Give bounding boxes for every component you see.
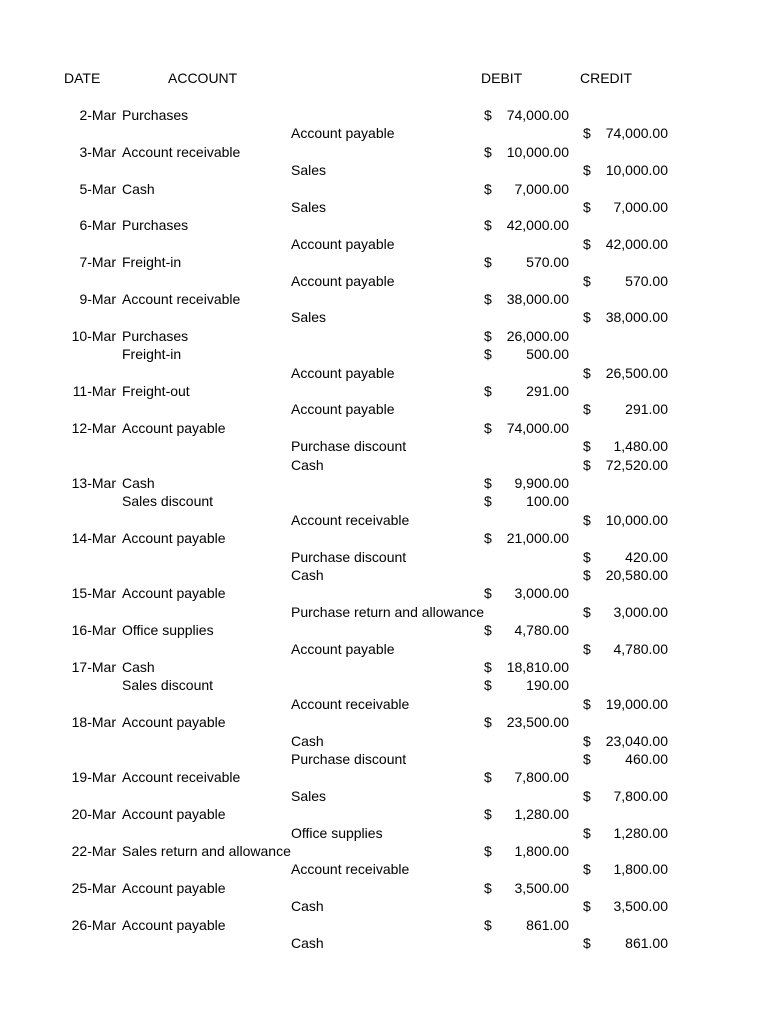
journal-row xyxy=(0,621,768,639)
credit-currency-symbol: $ xyxy=(583,125,591,142)
credit-currency-symbol: $ xyxy=(583,272,591,289)
entry-date: 11-Mar xyxy=(72,383,116,399)
entry-date: 9-Mar xyxy=(79,291,116,307)
journal-row xyxy=(0,327,768,345)
account-name: Account receivable xyxy=(291,511,410,528)
journal-row xyxy=(0,860,768,878)
account-name: Sales xyxy=(291,309,327,326)
debit-currency-symbol: $ xyxy=(484,585,492,602)
debit-amount: 861.00 xyxy=(526,916,569,933)
account-name: Cash xyxy=(291,456,324,473)
credit-amount: 570.00 xyxy=(625,272,668,289)
journal-row xyxy=(0,934,768,952)
debit-amount: 26,000.00 xyxy=(506,327,569,344)
debit-amount: 18,810.00 xyxy=(506,659,569,675)
debit-currency-symbol: $ xyxy=(484,291,492,307)
debit-currency-symbol: $ xyxy=(484,677,492,694)
journal-row xyxy=(0,143,768,161)
debit-amount: 42,000.00 xyxy=(506,217,569,234)
journal-row xyxy=(0,805,768,823)
credit-amount: 10,000.00 xyxy=(605,162,668,179)
debit-currency-symbol: $ xyxy=(484,254,492,271)
journal-row xyxy=(0,106,768,124)
credit-amount: 10,000.00 xyxy=(605,511,668,528)
journal-row xyxy=(0,253,768,271)
header-debit: DEBIT xyxy=(481,70,523,86)
debit-currency-symbol: $ xyxy=(484,714,492,731)
journal-row xyxy=(0,400,768,418)
journal-row xyxy=(0,456,768,474)
journal-row xyxy=(0,603,768,621)
credit-amount: 420.00 xyxy=(625,548,668,565)
journal-row xyxy=(0,566,768,584)
credit-currency-symbol: $ xyxy=(583,824,591,841)
entry-date: 18-Mar xyxy=(71,714,116,731)
credit-currency-symbol: $ xyxy=(583,861,591,878)
debit-currency-symbol: $ xyxy=(484,346,492,363)
account-name: Account payable xyxy=(122,419,226,436)
debit-amount: 7,800.00 xyxy=(514,769,569,786)
debit-currency-symbol: $ xyxy=(484,419,492,436)
journal-row xyxy=(0,529,768,547)
account-name: Account receivable xyxy=(122,769,241,786)
account-name: Cash xyxy=(291,898,324,915)
debit-currency-symbol: $ xyxy=(484,493,492,510)
account-name: Purchase discount xyxy=(291,751,407,767)
journal-row xyxy=(0,198,768,216)
account-name: Office supplies xyxy=(291,824,383,841)
journal-row xyxy=(0,695,768,713)
credit-currency-symbol: $ xyxy=(583,695,591,712)
journal-row xyxy=(0,345,768,363)
credit-amount: 1,480.00 xyxy=(613,438,668,455)
journal-row xyxy=(0,492,768,510)
debit-currency-symbol: $ xyxy=(484,143,492,160)
debit-amount: 74,000.00 xyxy=(506,419,569,436)
credit-currency-symbol: $ xyxy=(583,751,591,767)
account-name: Account payable xyxy=(291,235,395,252)
debit-currency-symbol: $ xyxy=(484,180,492,197)
credit-amount: 26,500.00 xyxy=(605,364,668,381)
account-name: Account payable xyxy=(291,640,395,657)
journal-row xyxy=(0,713,768,731)
entry-date: 12-Mar xyxy=(71,419,116,436)
credit-amount: 291.00 xyxy=(625,401,668,418)
account-name: Purchases xyxy=(122,327,189,344)
account-name: Account payable xyxy=(122,916,226,933)
journal-row xyxy=(0,474,768,492)
debit-currency-symbol: $ xyxy=(484,769,492,786)
debit-currency-symbol: $ xyxy=(484,475,492,491)
entry-date: 16-Mar xyxy=(71,622,116,639)
credit-amount: 20,580.00 xyxy=(605,567,668,583)
account-name: Purchases xyxy=(122,217,189,234)
entry-date: 15-Mar xyxy=(71,585,116,602)
journal-row xyxy=(0,216,768,234)
credit-amount: 38,000.00 xyxy=(605,309,668,326)
account-name: Account payable xyxy=(291,401,395,418)
credit-currency-symbol: $ xyxy=(583,640,591,657)
credit-amount: 7,800.00 xyxy=(613,787,668,804)
credit-currency-symbol: $ xyxy=(583,732,591,749)
journal-row xyxy=(0,768,768,786)
account-name: Account payable xyxy=(291,125,395,142)
credit-currency-symbol: $ xyxy=(583,199,591,215)
account-name: Sales discount xyxy=(122,493,214,510)
account-name: Sales discount xyxy=(122,677,214,694)
journal-row xyxy=(0,180,768,198)
journal-row xyxy=(0,124,768,142)
credit-currency-symbol: $ xyxy=(583,401,591,418)
journal-row xyxy=(0,382,768,400)
debit-amount: 4,780.00 xyxy=(514,622,569,639)
account-name: Account payable xyxy=(122,530,226,547)
account-name: Cash xyxy=(122,659,155,675)
debit-currency-symbol: $ xyxy=(484,916,492,933)
credit-amount: 4,780.00 xyxy=(613,640,668,657)
credit-currency-symbol: $ xyxy=(583,162,591,179)
account-name: Purchase discount xyxy=(291,438,407,455)
debit-amount: 3,000.00 xyxy=(514,585,569,602)
journal-row xyxy=(0,897,768,915)
debit-currency-symbol: $ xyxy=(484,843,492,859)
journal-row xyxy=(0,658,768,676)
account-name: Sales xyxy=(291,162,327,179)
debit-currency-symbol: $ xyxy=(484,622,492,639)
account-name: Cash xyxy=(122,180,155,197)
journal-row xyxy=(0,676,768,694)
entry-date: 3-Mar xyxy=(79,143,116,160)
account-name: Sales return and allowance xyxy=(122,843,291,859)
journal-row xyxy=(0,161,768,179)
debit-amount: 74,000.00 xyxy=(506,107,569,123)
entry-date: 19-Mar xyxy=(71,769,116,786)
debit-currency-symbol: $ xyxy=(484,217,492,234)
journal-row xyxy=(0,879,768,897)
entry-date: 7-Mar xyxy=(79,254,116,271)
debit-currency-symbol: $ xyxy=(484,383,492,399)
account-name: Account receivable xyxy=(291,861,410,878)
debit-amount: 9,900.00 xyxy=(514,475,569,491)
journal-row xyxy=(0,290,768,308)
account-name: Account payable xyxy=(122,585,226,602)
account-name: Cash xyxy=(291,567,324,583)
entry-date: 14-Mar xyxy=(71,530,116,547)
journal-row xyxy=(0,272,768,290)
journal-row xyxy=(0,364,768,382)
debit-currency-symbol: $ xyxy=(484,530,492,547)
account-name: Freight-in xyxy=(122,346,182,363)
credit-amount: 3,500.00 xyxy=(613,898,668,915)
entry-date: 13-Mar xyxy=(71,475,116,491)
account-name: Sales xyxy=(291,199,327,215)
debit-currency-symbol: $ xyxy=(484,879,492,896)
entry-date: 2-Mar xyxy=(79,107,116,123)
debit-currency-symbol: $ xyxy=(484,107,492,123)
debit-amount: 100.00 xyxy=(526,493,569,510)
credit-currency-symbol: $ xyxy=(583,364,591,381)
credit-currency-symbol: $ xyxy=(583,787,591,804)
account-name: Freight-in xyxy=(122,254,182,271)
credit-currency-symbol: $ xyxy=(583,438,591,455)
journal-row xyxy=(0,640,768,658)
entry-date: 25-Mar xyxy=(71,879,116,896)
entry-date: 22-Mar xyxy=(71,843,116,859)
credit-amount: 7,000.00 xyxy=(613,199,668,215)
credit-amount: 72,520.00 xyxy=(605,456,668,473)
credit-amount: 3,000.00 xyxy=(613,603,668,620)
account-name: Account receivable xyxy=(122,291,241,307)
credit-amount: 460.00 xyxy=(625,751,668,767)
credit-currency-symbol: $ xyxy=(583,456,591,473)
account-name: Account receivable xyxy=(291,695,410,712)
debit-amount: 190.00 xyxy=(526,677,569,694)
header-account: ACCOUNT xyxy=(168,70,238,86)
journal-row xyxy=(0,916,768,934)
entry-date: 17-Mar xyxy=(71,659,116,675)
credit-amount: 42,000.00 xyxy=(605,235,668,252)
entry-date: 20-Mar xyxy=(71,806,116,823)
account-name: Purchase return and allowance xyxy=(291,603,485,620)
account-name: Freight-out xyxy=(122,383,190,399)
entry-date: 10-Mar xyxy=(71,327,116,344)
debit-currency-symbol: $ xyxy=(484,806,492,823)
debit-amount: 1,280.00 xyxy=(514,806,569,823)
credit-currency-symbol: $ xyxy=(583,603,591,620)
account-name: Account payable xyxy=(122,879,226,896)
debit-amount: 23,500.00 xyxy=(506,714,569,731)
journal-row xyxy=(0,235,768,253)
debit-amount: 291.00 xyxy=(526,383,569,399)
journal-row xyxy=(0,787,768,805)
header-credit: CREDIT xyxy=(580,70,633,86)
credit-amount: 1,800.00 xyxy=(613,861,668,878)
journal-row xyxy=(0,419,768,437)
journal-row xyxy=(0,584,768,602)
account-name: Sales xyxy=(291,787,327,804)
debit-amount: 500.00 xyxy=(526,346,569,363)
journal-row xyxy=(0,732,768,750)
header-date: DATE xyxy=(64,70,101,86)
account-name: Account payable xyxy=(291,272,395,289)
debit-amount: 7,000.00 xyxy=(514,180,569,197)
account-name: Office supplies xyxy=(122,622,214,639)
credit-amount: 19,000.00 xyxy=(605,695,668,712)
journal-row xyxy=(0,750,768,768)
entry-date: 6-Mar xyxy=(79,217,116,234)
debit-currency-symbol: $ xyxy=(484,659,492,675)
credit-currency-symbol: $ xyxy=(583,567,591,583)
debit-amount: 38,000.00 xyxy=(506,291,569,307)
credit-currency-symbol: $ xyxy=(583,511,591,528)
account-name: Account payable xyxy=(291,364,395,381)
debit-amount: 1,800.00 xyxy=(514,843,569,859)
journal-row xyxy=(0,308,768,326)
credit-amount: 861.00 xyxy=(625,935,668,951)
credit-amount: 23,040.00 xyxy=(605,732,668,749)
account-name: Cash xyxy=(291,732,324,749)
journal-row xyxy=(0,548,768,566)
journal-row xyxy=(0,824,768,842)
account-name: Cash xyxy=(122,475,155,491)
journal-row xyxy=(0,511,768,529)
account-name: Purchases xyxy=(122,107,189,123)
account-name: Cash xyxy=(291,935,324,951)
entry-date: 5-Mar xyxy=(79,180,116,197)
debit-amount: 10,000.00 xyxy=(506,143,569,160)
debit-currency-symbol: $ xyxy=(484,327,492,344)
debit-amount: 3,500.00 xyxy=(514,879,569,896)
credit-amount: 1,280.00 xyxy=(613,824,668,841)
account-name: Purchase discount xyxy=(291,548,407,565)
journal-row xyxy=(0,437,768,455)
account-name: Account receivable xyxy=(122,143,241,160)
journal-row xyxy=(0,842,768,860)
credit-currency-symbol: $ xyxy=(583,548,591,565)
credit-currency-symbol: $ xyxy=(583,235,591,252)
credit-currency-symbol: $ xyxy=(583,309,591,326)
account-name: Account payable xyxy=(122,806,226,823)
debit-amount: 21,000.00 xyxy=(506,530,569,547)
entry-date: 26-Mar xyxy=(71,916,116,933)
credit-currency-symbol: $ xyxy=(583,935,591,951)
credit-amount: 74,000.00 xyxy=(605,125,668,142)
account-name: Account payable xyxy=(122,714,226,731)
credit-currency-symbol: $ xyxy=(583,898,591,915)
debit-amount: 570.00 xyxy=(526,254,569,271)
